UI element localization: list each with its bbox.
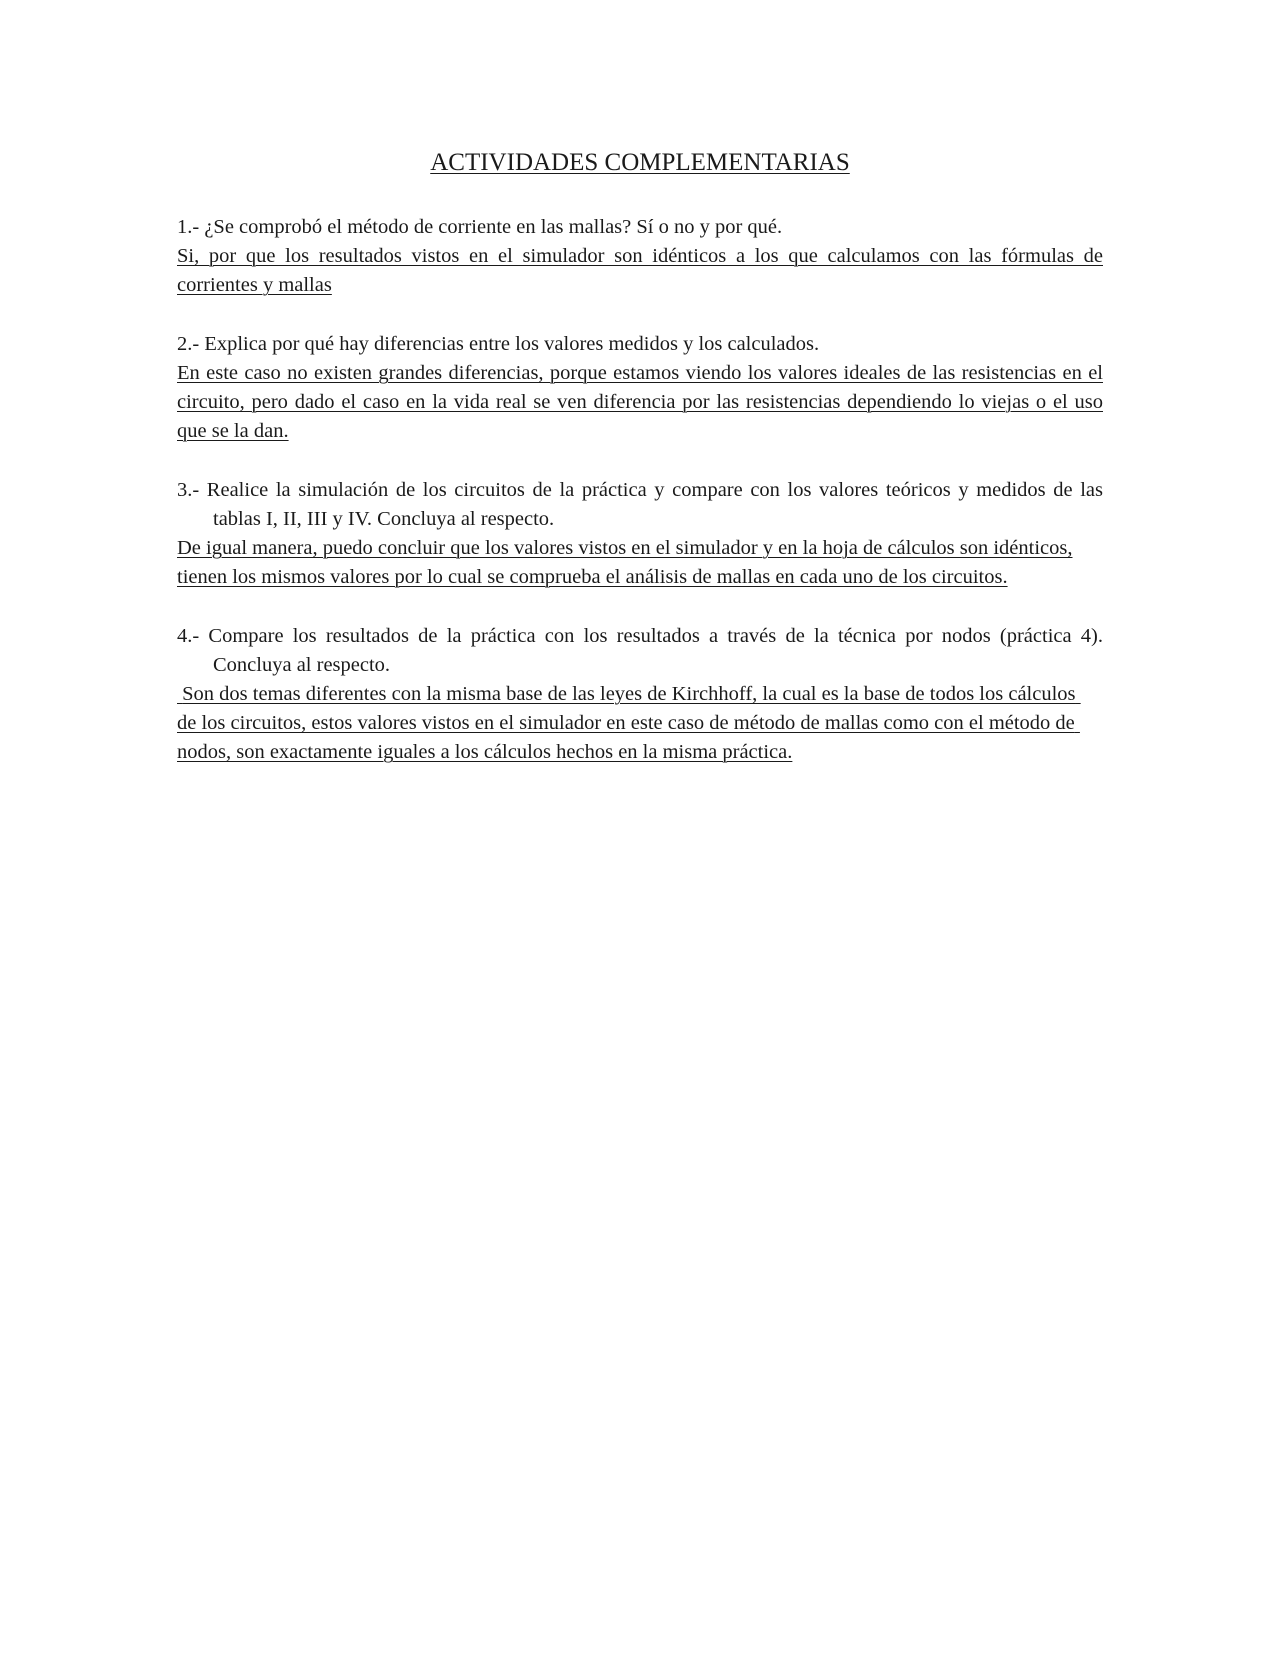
activity-item-1 bbox=[177, 213, 1103, 300]
answer-2: En este caso no existen grandes diferencias, porque estamos viendo los valores ideales de las resistencias en el circuito, pero dado el caso en la vida real se ven diferencia por las resistencias dependiendo lo viejas o el uso que se la dan. bbox=[177, 362, 1103, 442]
question-3: 3.- Realice la simulación de los circuitos de la práctica y compare con los valores teóricos y medidos de las tablas I, II, III y IV. Concluya al respecto. bbox=[177, 479, 1103, 530]
answer-3: De igual manera, puedo concluir que los valores vistos en el simulador y en la hoja de cálculos son idénticos, tienen los mismos valores por lo cual se comprueba el análisis de mallas en cada uno de los circuitos. bbox=[177, 537, 1073, 588]
activity-item-2 bbox=[177, 330, 1103, 446]
question-4: 4.- Compare los resultados de la práctica con los resultados a través de la técnica por nodos (práctica 4). Concluya al respecto. bbox=[177, 625, 1103, 676]
activity-item-4 bbox=[177, 622, 1103, 767]
document-title: ACTIVIDADES COMPLEMENTARIAS bbox=[430, 149, 850, 176]
document-body bbox=[177, 213, 1103, 797]
question-1: 1.- ¿Se comprobó el método de corriente en las mallas? Sí o no y por qué. bbox=[177, 216, 783, 238]
answer-4: Son dos temas diferentes con la misma base de las leyes de Kirchhoff, la cual es la base de todos los cálculos de los circuitos, estos valores vistos en el simulador en este caso de método de mallas como con el método de nodos, son exactamente iguales a los cálculos hechos en la misma práctica. bbox=[177, 683, 1081, 763]
activity-item-3 bbox=[177, 476, 1103, 592]
answer-1: Si, por que los resultados vistos en el simulador son idénticos a los que calculamos con las fórmulas de corrientes y mallas bbox=[177, 245, 1103, 296]
question-2: 2.- Explica por qué hay diferencias entre los valores medidos y los calculados. bbox=[177, 333, 820, 355]
